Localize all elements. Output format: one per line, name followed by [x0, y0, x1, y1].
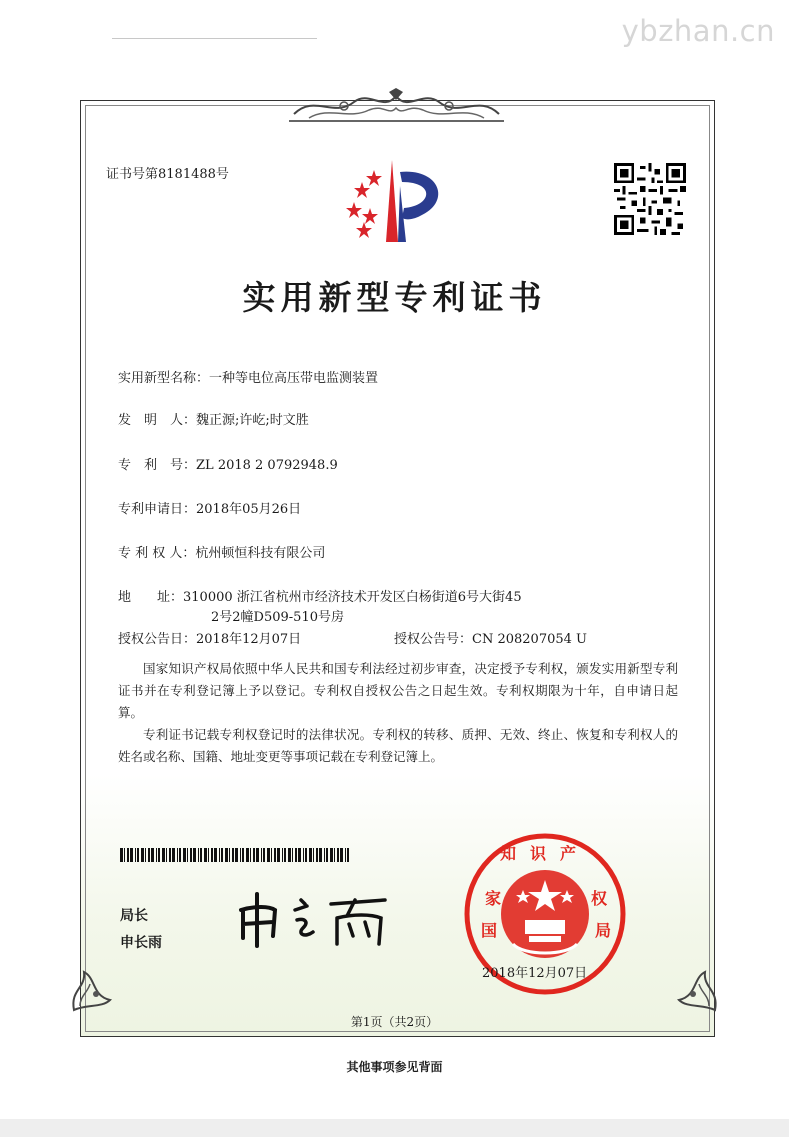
field-inventor — [118, 409, 309, 428]
field-value: 杭州顿恒科技有限公司 — [195, 546, 326, 561]
bottom-bar — [0, 1119, 789, 1137]
field-address — [118, 586, 522, 605]
top-rule — [112, 38, 317, 39]
field-label: 发 明 人： — [118, 413, 197, 428]
field-address-line2: 2号2幢D509-510号房 — [211, 610, 344, 625]
field-value: ZL 2018 2 0792948.9 — [196, 458, 338, 473]
field-value: 一种等电位高压带电监测装置 — [209, 371, 379, 386]
field-label: 地 址： — [118, 590, 184, 605]
seal-date: 2018年12月07日 — [482, 966, 588, 981]
field-value: 310000 浙江省杭州市经济技术开发区白杨街道6号大街45 — [183, 590, 522, 605]
field-label: 专利申请日： — [118, 502, 197, 517]
corner-ornament-icon — [665, 960, 723, 1018]
field-label: 专 利 号： — [118, 458, 197, 473]
svg-text:家: 家 — [485, 889, 502, 908]
corner-ornament-icon — [66, 960, 124, 1018]
field-value: 魏正源;许屹;时文胜 — [196, 413, 309, 428]
qr-code-icon — [614, 163, 686, 235]
field-label: 授权公告号： — [394, 632, 473, 647]
certificate-title: 实用新型专利证书 — [242, 278, 547, 317]
certificate-number: 证书号第8181488号 — [106, 167, 229, 182]
field-value: 2018年12月07日 — [196, 632, 302, 647]
field-grant-number — [394, 628, 587, 647]
footer-note: 其他事项参见背面 — [346, 1060, 443, 1074]
field-value: CN 208207054 U — [472, 632, 587, 647]
field-patentee — [118, 542, 325, 561]
page-number: 第1页（共2页） — [350, 1015, 439, 1029]
statement-paragraph-2: 专利证书记载专利权登记时的法律状况。专利权的转移、质押、无效、终止、恢复和专利权人的姓名或名称、国籍、地址变更等事项记载在专利登记簿上。 — [118, 727, 678, 764]
barcode-icon — [120, 848, 352, 862]
director-title: 局长 — [120, 908, 148, 924]
field-utility-model-name — [118, 367, 378, 386]
director-signature-icon — [235, 880, 395, 950]
watermark-text: ybzhan.cn — [621, 14, 775, 48]
svg-text:局: 局 — [595, 921, 612, 940]
svg-text:国: 国 — [481, 921, 498, 940]
field-patent-number — [118, 454, 338, 473]
field-label: 实用新型名称： — [118, 371, 210, 386]
svg-text:知识产: 知识产 — [499, 844, 591, 863]
field-value: 2018年05月26日 — [196, 502, 302, 517]
field-grant-date — [118, 628, 301, 647]
patent-office-logo-icon — [340, 158, 452, 242]
field-label: 专 利 权 人： — [118, 546, 196, 561]
field-label: 授权公告日： — [118, 632, 197, 647]
top-ornament-icon — [289, 88, 504, 124]
statement-paragraph-1: 国家知识产权局依照中华人民共和国专利法经过初步审查，决定授予专利权，颁发实用新型专利证书并在专利登记簿上予以登记。专利权自授权公告之日起生效。专利权期限为十年，自申请日起算。 — [118, 661, 678, 720]
director-name: 申长雨 — [120, 935, 162, 951]
svg-text:权: 权 — [591, 889, 608, 908]
field-filing-date — [118, 498, 301, 517]
